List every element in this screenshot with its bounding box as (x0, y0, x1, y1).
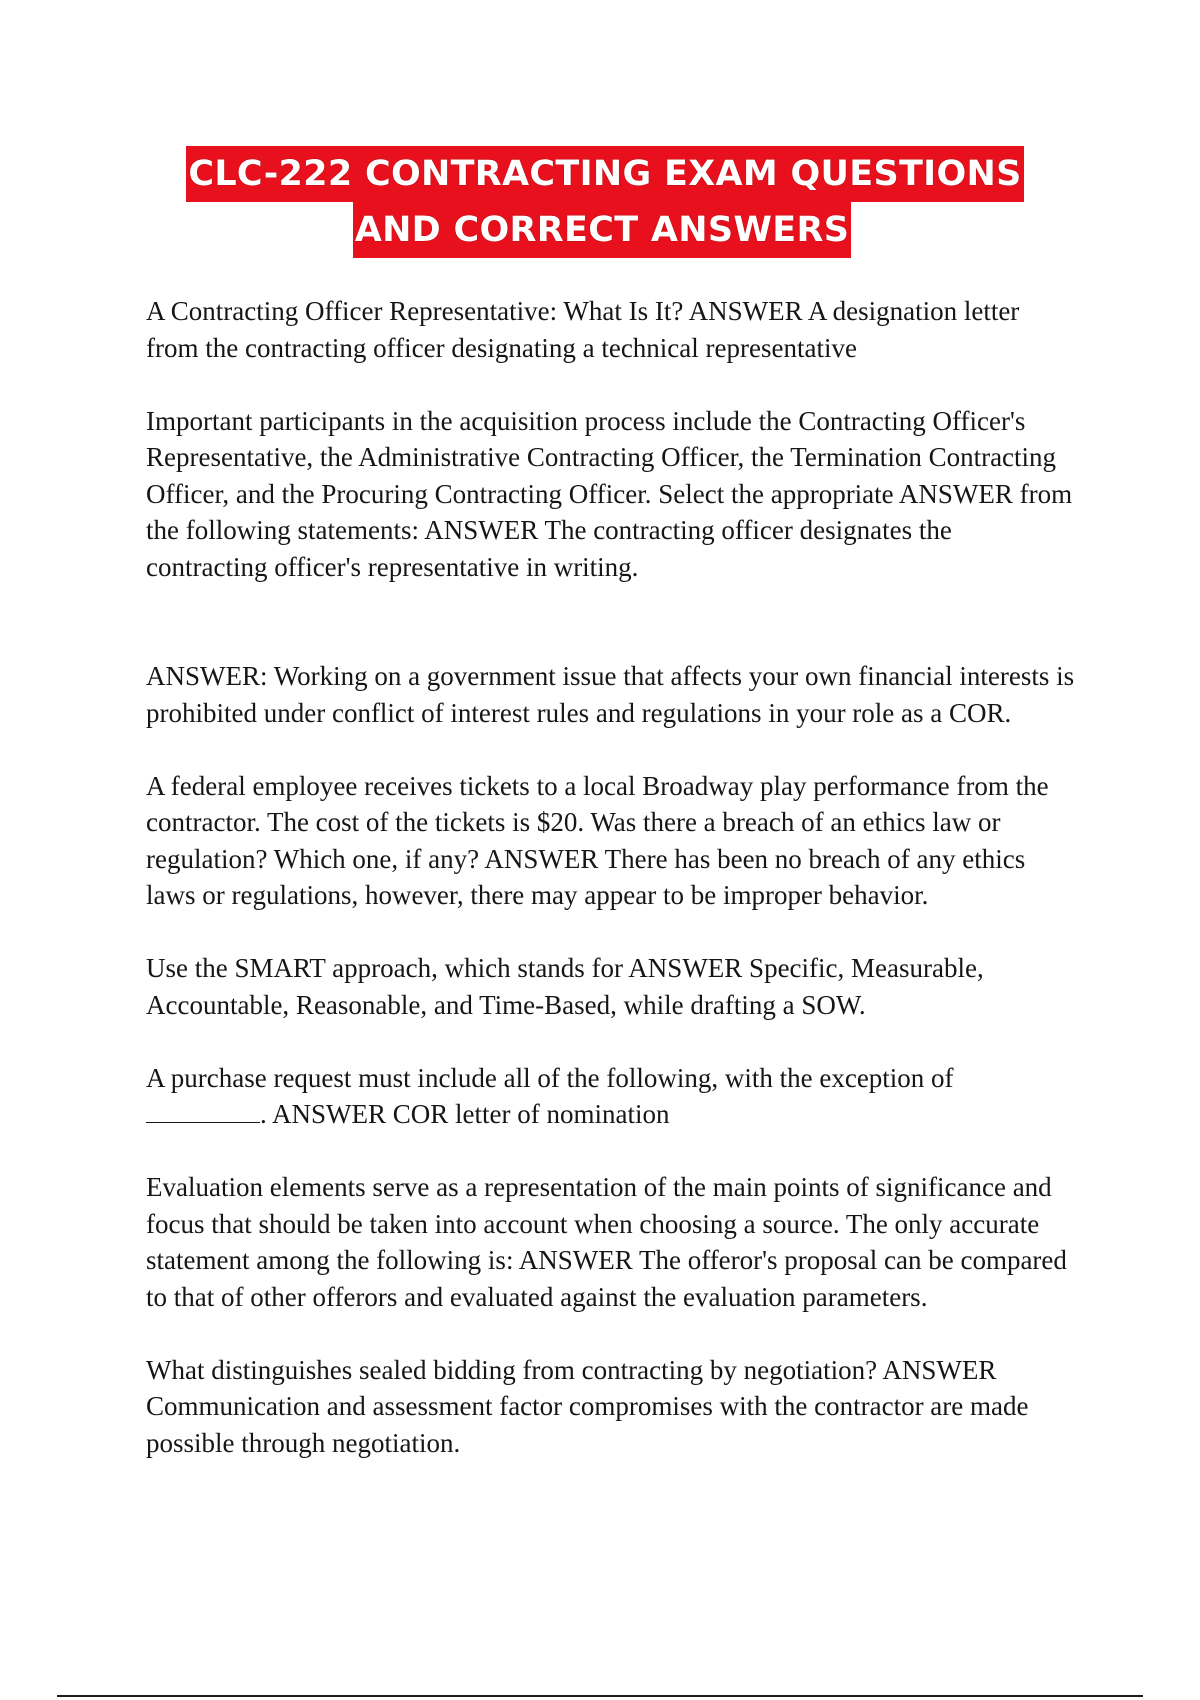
qa-item-4: A federal employee receives tickets to a local Broadway play performance from the contractor. The cost of the tickets is $20. Was there a breach of an ethics law or regulation? Which one, if any? ANSWER There has been no breach of any ethics laws or regulations, however, there may appear to be improper behavior. (146, 770, 1049, 910)
qa-item-8: What distinguishes sealed bidding from contracting by negotiation? ANSWER Communication and assessment factor compromises with the contractor are made possible through negotiation. (146, 1354, 1029, 1458)
qa-item-5: Use the SMART approach, which stands for ANSWER Specific, Measurable, Accountable, Reasonable, and Time-Based, while drafting a SOW. (146, 953, 984, 1020)
qa-item-6-answer: . ANSWER COR letter of nomination (260, 1099, 670, 1129)
page-bottom-divider (57, 1695, 1143, 1697)
qa-item-2: Important participants in the acquisition process include the Contracting Officer's Representative, the Administrative Contracting Officer, the Termination Contracting Officer, and the Procuring Contracting Officer. Select the appropriate ANSWER from the following statements: ANSWER The contracting officer designates the contracting officer's representative in writing. (146, 405, 1073, 582)
qa-item-3: ANSWER: Working on a government issue that affects your own financial interests is prohibited under conflict of interest rules and regulations in your role as a COR. (146, 661, 1075, 728)
document-title (0, 146, 1200, 258)
qa-item-1: A Contracting Officer Representative: What Is It? ANSWER A designation letter from the contracting officer designating a technical representative (146, 296, 1020, 363)
fill-in-blank (146, 1121, 260, 1123)
title-line-1: CLC-222 CONTRACTING EXAM QUESTIONS (186, 146, 1023, 202)
title-line-2: AND CORRECT ANSWERS (353, 202, 852, 258)
qa-item-7: Evaluation elements serve as a representation of the main points of significance and focus that should be taken into account when choosing a source. The only accurate statement among the following is: ANSWER The offeror's proposal can be compared to that of other offerors and evaluated against the evaluation parameters. (146, 1172, 1067, 1312)
qa-item-6 (146, 1060, 1076, 1133)
qa-list (146, 293, 1076, 1498)
qa-item-6-question: A purchase request must include all of the following, with the exception of (146, 1062, 954, 1093)
